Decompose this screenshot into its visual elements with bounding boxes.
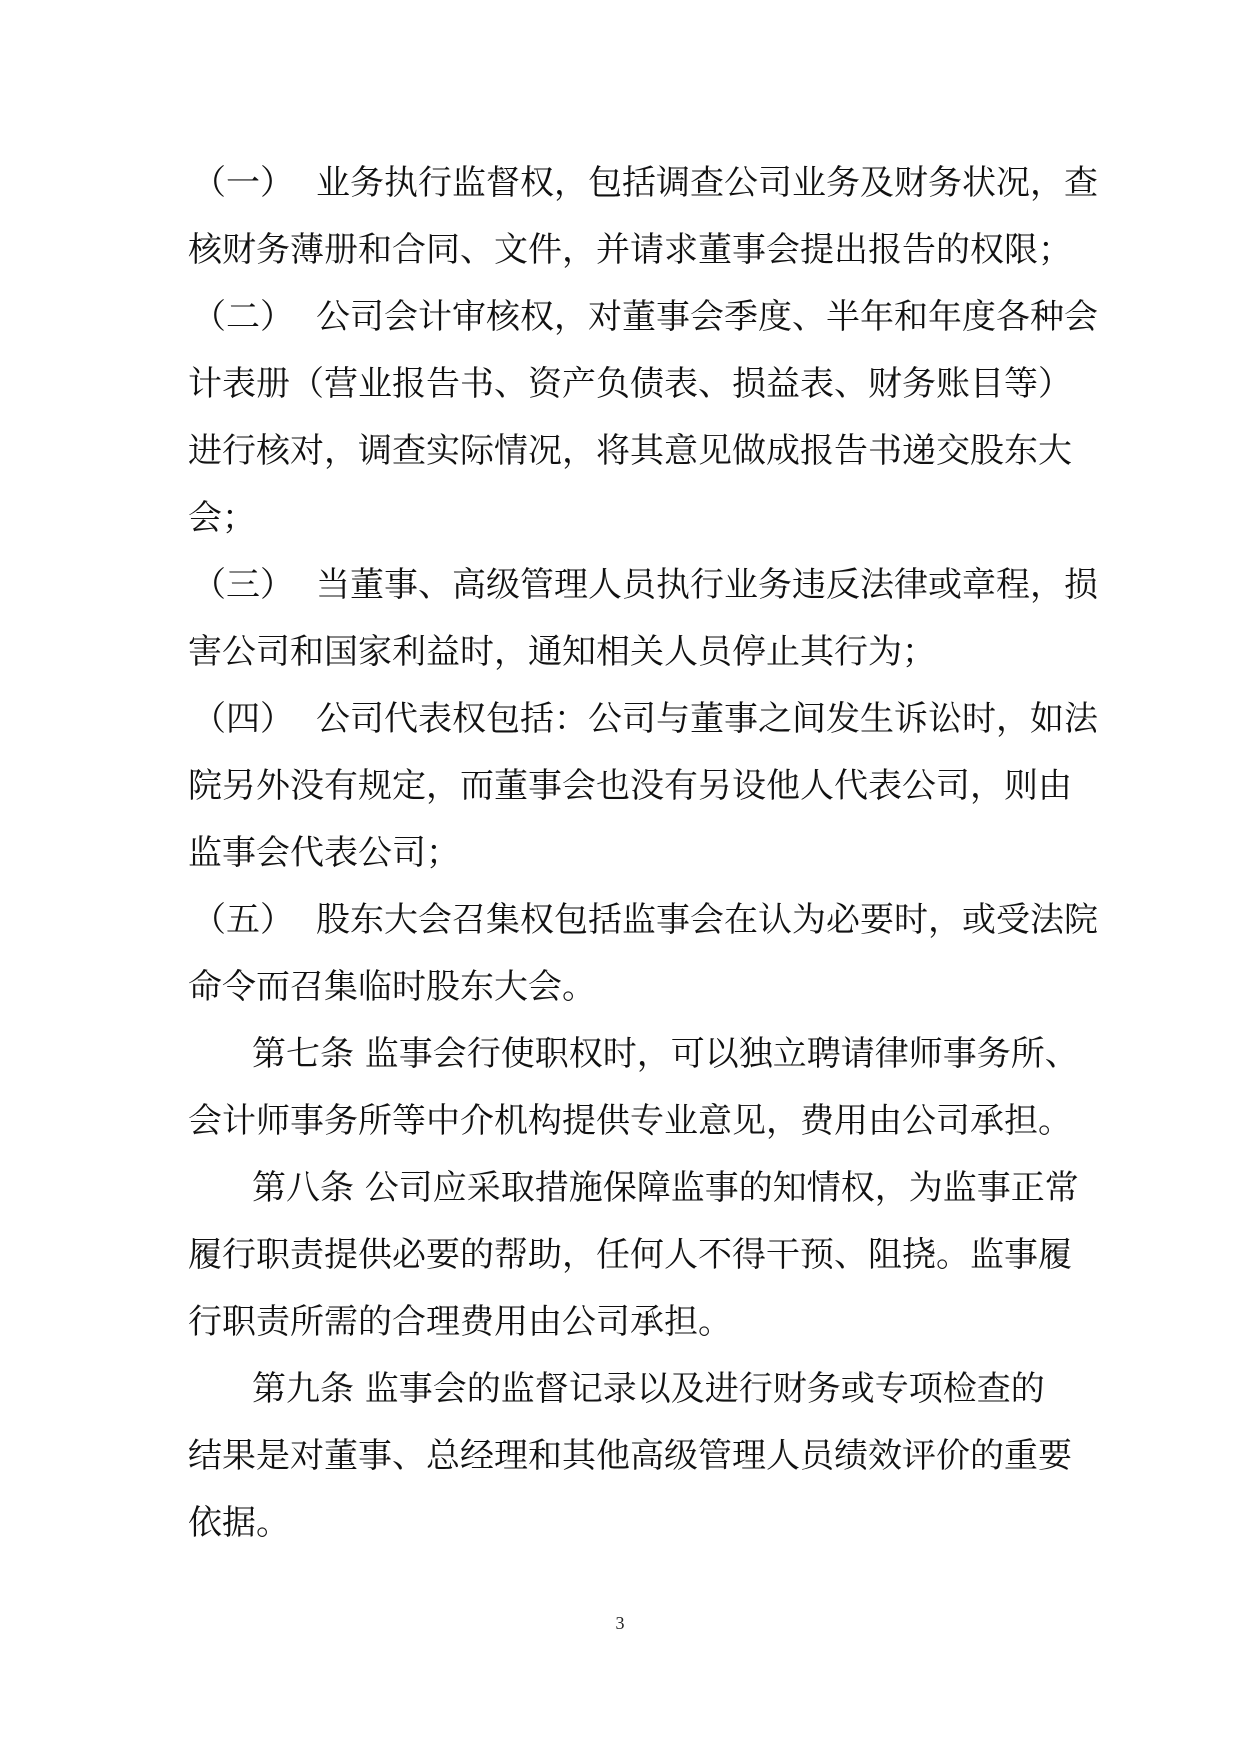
item-marker: （一） <box>192 163 294 203</box>
article-line: 第八条 公司应采取措施保障监事的知情权，为监事正常 <box>252 1168 1079 1208</box>
article-line: 第九条 监事会的监督记录以及进行财务或专项检查的 <box>252 1369 1045 1409</box>
page-number: 3 <box>615 1613 625 1633</box>
paragraph-line: 进行核对，调查实际情况，将其意见做成报告书递交股东大 <box>188 431 1072 471</box>
paragraph-line: 监事会代表公司； <box>188 833 460 873</box>
list-item <box>188 284 1098 351</box>
item-text: 当董事、高级管理人员执行业务违反法律或章程，损 <box>316 565 1098 605</box>
list-item <box>188 150 1098 217</box>
item-marker: （四） <box>192 699 294 739</box>
item-text: 公司代表权包括：公司与董事之间发生诉讼时，如法 <box>316 699 1098 739</box>
item-marker: （三） <box>192 565 294 605</box>
item-text: 业务执行监督权，包括调查公司业务及财务状况，查 <box>316 163 1098 203</box>
paragraph-line: 院另外没有规定，而董事会也没有另设他人代表公司，则由 <box>188 766 1072 806</box>
paragraph-line: 依据。 <box>188 1503 290 1543</box>
paragraph-line: 履行职责提供必要的帮助，任何人不得干预、阻挠。监事履 <box>188 1235 1072 1275</box>
list-item <box>188 686 1098 753</box>
article-line: 第七条 监事会行使职权时，可以独立聘请律师事务所、 <box>252 1034 1079 1074</box>
item-marker: （五） <box>192 900 294 940</box>
list-item <box>188 552 1098 619</box>
paragraph-line: 行职责所需的合理费用由公司承担。 <box>188 1302 732 1342</box>
item-text: 股东大会召集权包括监事会在认为必要时，或受法院 <box>316 900 1098 940</box>
document-body <box>188 150 1098 1557</box>
paragraph-line: 命令而召集临时股东大会。 <box>188 967 596 1007</box>
paragraph-line: 会； <box>188 498 256 538</box>
paragraph-line: 计表册（营业报告书、资产负债表、损益表、财务账目等） <box>188 364 1072 404</box>
list-item <box>188 887 1098 954</box>
paragraph-line: 害公司和国家利益时，通知相关人员停止其行为； <box>188 632 936 672</box>
paragraph-line: 会计师事务所等中介机构提供专业意见，费用由公司承担。 <box>188 1101 1072 1141</box>
paragraph-line: 结果是对董事、总经理和其他高级管理人员绩效评价的重要 <box>188 1436 1072 1476</box>
item-text: 公司会计审核权，对董事会季度、半年和年度各种会 <box>316 297 1098 337</box>
paragraph-line: 核财务薄册和合同、文件，并请求董事会提出报告的权限； <box>188 230 1072 270</box>
item-marker: （二） <box>192 297 294 337</box>
